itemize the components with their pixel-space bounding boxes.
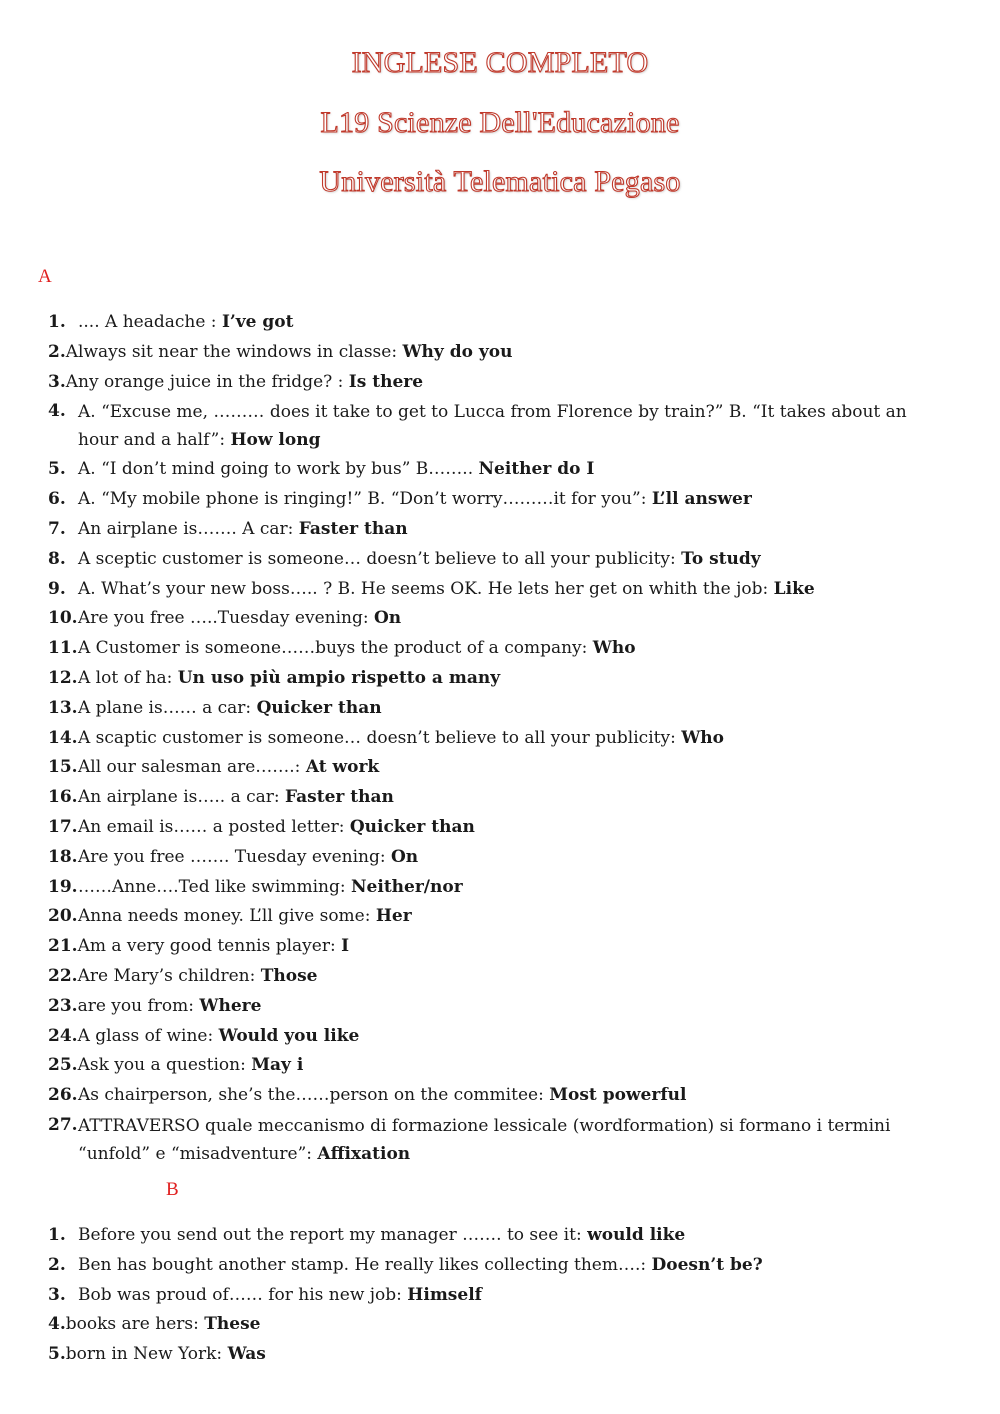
question-item bbox=[48, 1022, 938, 1052]
answer-text: Those bbox=[260, 965, 318, 986]
answer-text: I’ve got bbox=[221, 312, 294, 332]
question-item bbox=[48, 455, 938, 485]
question-number: 2. bbox=[48, 341, 66, 362]
question-text: A plane is…… a car: bbox=[78, 697, 257, 718]
question-item bbox=[48, 724, 938, 754]
answer-text: Neither/nor bbox=[351, 876, 463, 897]
question-number: 23. bbox=[48, 995, 78, 1016]
answer-text: Who bbox=[681, 727, 725, 748]
question-item bbox=[48, 338, 938, 368]
question-text: are you from: bbox=[77, 995, 200, 1016]
question-text: An email is…… a posted letter: bbox=[78, 816, 350, 837]
question-text: Are you free …..Tuesday evening: bbox=[78, 608, 374, 629]
answer-text: Faster than bbox=[285, 787, 394, 808]
answer-text: L’ll answer bbox=[651, 489, 752, 510]
answer-text: Is there bbox=[348, 371, 424, 392]
question-text: Anna needs money. L’ll give some: bbox=[78, 906, 376, 927]
question-text: A sceptic customer is someone… doesn’t believe to all your publicity: bbox=[78, 548, 682, 569]
question-number: 8. bbox=[48, 548, 66, 569]
question-item bbox=[48, 368, 938, 398]
question-item bbox=[48, 545, 938, 575]
question-item bbox=[48, 1051, 938, 1081]
document-title: INGLESE COMPLETO bbox=[351, 46, 649, 79]
question-item bbox=[48, 634, 938, 664]
question-text: books are hers: bbox=[65, 1314, 205, 1335]
question-item bbox=[48, 1310, 938, 1340]
section-heading-a: A bbox=[38, 266, 52, 287]
question-text: ATTRAVERSO quale meccanismo di formazione lessicale (wordformation) si formano i termini “unfold” e “misadventure”: bbox=[78, 1115, 891, 1164]
answer-text: How long bbox=[230, 430, 321, 451]
question-number: 27. bbox=[48, 1114, 78, 1135]
question-number: 9. bbox=[48, 578, 66, 599]
question-number: 18. bbox=[48, 846, 78, 867]
answer-text: On bbox=[390, 846, 419, 867]
answer-text: Neither do I bbox=[478, 459, 595, 480]
question-number: 24. bbox=[48, 1025, 78, 1046]
answer-text: Himself bbox=[407, 1284, 482, 1305]
question-text: A. “My mobile phone is ringing!” B. “Don’t worry………it for you”: bbox=[78, 489, 652, 510]
question-item bbox=[48, 694, 938, 724]
question-number: 22. bbox=[48, 965, 78, 986]
question-number: 4. bbox=[48, 1314, 66, 1335]
question-number: 5. bbox=[48, 1344, 66, 1365]
question-number: 1. bbox=[48, 1225, 66, 1245]
answer-text: At work bbox=[305, 757, 380, 778]
question-text: Am a very good tennis player: bbox=[77, 936, 342, 957]
question-text: A scaptic customer is someone… doesn’t believe to all your publicity: bbox=[78, 727, 682, 748]
question-number: 16. bbox=[48, 787, 78, 808]
question-item bbox=[48, 1251, 938, 1281]
question-item bbox=[48, 604, 938, 634]
answer-text: Why do you bbox=[402, 341, 513, 362]
question-item bbox=[48, 902, 938, 932]
answer-text: Her bbox=[375, 906, 412, 927]
question-number: 5. bbox=[48, 459, 66, 480]
question-item bbox=[48, 813, 938, 843]
question-text: A lot of ha: bbox=[78, 667, 178, 688]
question-number: 17. bbox=[48, 816, 78, 837]
question-number: 26. bbox=[48, 1085, 78, 1106]
question-item bbox=[48, 664, 938, 694]
question-number: 14. bbox=[48, 727, 78, 748]
answer-text: Where bbox=[199, 995, 262, 1016]
answer-text: May i bbox=[251, 1055, 304, 1076]
answer-text: I bbox=[341, 936, 350, 957]
question-list-b bbox=[48, 1221, 938, 1370]
question-item bbox=[48, 873, 938, 903]
question-text: As chairperson, she’s the……person on the commitee: bbox=[78, 1085, 550, 1106]
question-item bbox=[48, 1221, 938, 1251]
question-item bbox=[48, 962, 938, 992]
question-text: An airplane is……. A car: bbox=[78, 518, 299, 539]
question-list-a bbox=[48, 308, 938, 1169]
answer-text: Un uso più ampio rispetto a many bbox=[177, 667, 501, 688]
question-text: Before you send out the report my manager ……. to see it: bbox=[78, 1225, 588, 1245]
university-name: Università Telematica Pegaso bbox=[319, 165, 681, 198]
question-number: 11. bbox=[48, 638, 78, 659]
answer-text: Who bbox=[592, 638, 636, 659]
question-number: 1. bbox=[48, 312, 66, 332]
question-number: 15. bbox=[48, 757, 78, 778]
question-item bbox=[48, 753, 938, 783]
answer-text: Affixation bbox=[317, 1143, 411, 1164]
question-item bbox=[48, 1340, 938, 1370]
answer-text: Like bbox=[773, 578, 815, 599]
question-number: 13. bbox=[48, 697, 78, 718]
question-item bbox=[48, 843, 938, 873]
question-number: 3. bbox=[48, 371, 66, 392]
question-item bbox=[48, 932, 938, 962]
question-number: 2. bbox=[48, 1254, 66, 1275]
question-number: 6. bbox=[48, 489, 66, 510]
question-text: A glass of wine: bbox=[77, 1025, 219, 1046]
question-item bbox=[48, 575, 938, 605]
question-item bbox=[48, 992, 938, 1022]
question-number: 21. bbox=[48, 936, 78, 957]
question-text: A. “Excuse me, ……… does it take to get to Lucca from Florence by train?” B. “It takes about an hour and a half”: bbox=[78, 402, 907, 451]
question-text: Ben has bought another stamp. He really likes collecting them….: bbox=[78, 1254, 652, 1275]
answer-text: To study bbox=[681, 548, 761, 569]
question-text: A. What’s your new boss….. ? B. He seems OK. He lets her get on whith the job: bbox=[78, 578, 774, 599]
question-item bbox=[48, 515, 938, 545]
answer-text: Most powerful bbox=[549, 1085, 687, 1106]
question-text: Are Mary’s children: bbox=[77, 965, 261, 986]
answer-text: Would you like bbox=[218, 1025, 360, 1046]
question-number: 19. bbox=[48, 876, 78, 897]
question-text: .... A headache : bbox=[78, 312, 222, 332]
question-number: 25. bbox=[48, 1055, 78, 1076]
question-text: A Customer is someone……buys the product of a company: bbox=[78, 638, 593, 659]
answer-text: On bbox=[373, 608, 402, 629]
question-item bbox=[48, 397, 938, 455]
section-heading-b: B bbox=[166, 1179, 179, 1200]
question-item bbox=[48, 1111, 938, 1169]
question-item bbox=[48, 1281, 938, 1311]
answer-text: Was bbox=[227, 1344, 266, 1365]
course-subtitle: L19 Scienze Dell'Educazione bbox=[320, 106, 680, 139]
answer-text: Doesn’t be? bbox=[651, 1254, 763, 1275]
question-text: Any orange juice in the fridge? : bbox=[65, 371, 349, 392]
answer-text: These bbox=[204, 1314, 261, 1335]
question-text: ……Anne….Ted like swimming: bbox=[78, 876, 351, 897]
question-item bbox=[48, 308, 938, 338]
question-item bbox=[48, 783, 938, 813]
question-number: 4. bbox=[48, 401, 66, 422]
question-item bbox=[48, 1081, 938, 1111]
question-number: 7. bbox=[48, 518, 66, 539]
question-number: 10. bbox=[48, 608, 78, 629]
answer-text: would like bbox=[587, 1225, 686, 1245]
question-text: Ask you a question: bbox=[77, 1055, 252, 1076]
question-text: Are you free ……. Tuesday evening: bbox=[78, 846, 391, 867]
question-number: 20. bbox=[48, 906, 78, 927]
question-text: A. “I don’t mind going to work by bus” B…….. bbox=[78, 459, 479, 480]
answer-text: Quicker than bbox=[349, 816, 475, 837]
answer-text: Faster than bbox=[298, 518, 408, 539]
question-number: 12. bbox=[48, 667, 78, 688]
question-item bbox=[48, 485, 938, 515]
question-text: Always sit near the windows in classe: bbox=[65, 341, 403, 362]
question-text: born in New York: bbox=[65, 1344, 228, 1365]
question-text: All our salesman are…….: bbox=[78, 757, 306, 778]
question-text: Bob was proud of…… for his new job: bbox=[78, 1284, 408, 1305]
answer-text: Quicker than bbox=[256, 697, 382, 718]
question-number: 3. bbox=[48, 1284, 66, 1305]
question-text: An airplane is….. a car: bbox=[78, 787, 286, 808]
